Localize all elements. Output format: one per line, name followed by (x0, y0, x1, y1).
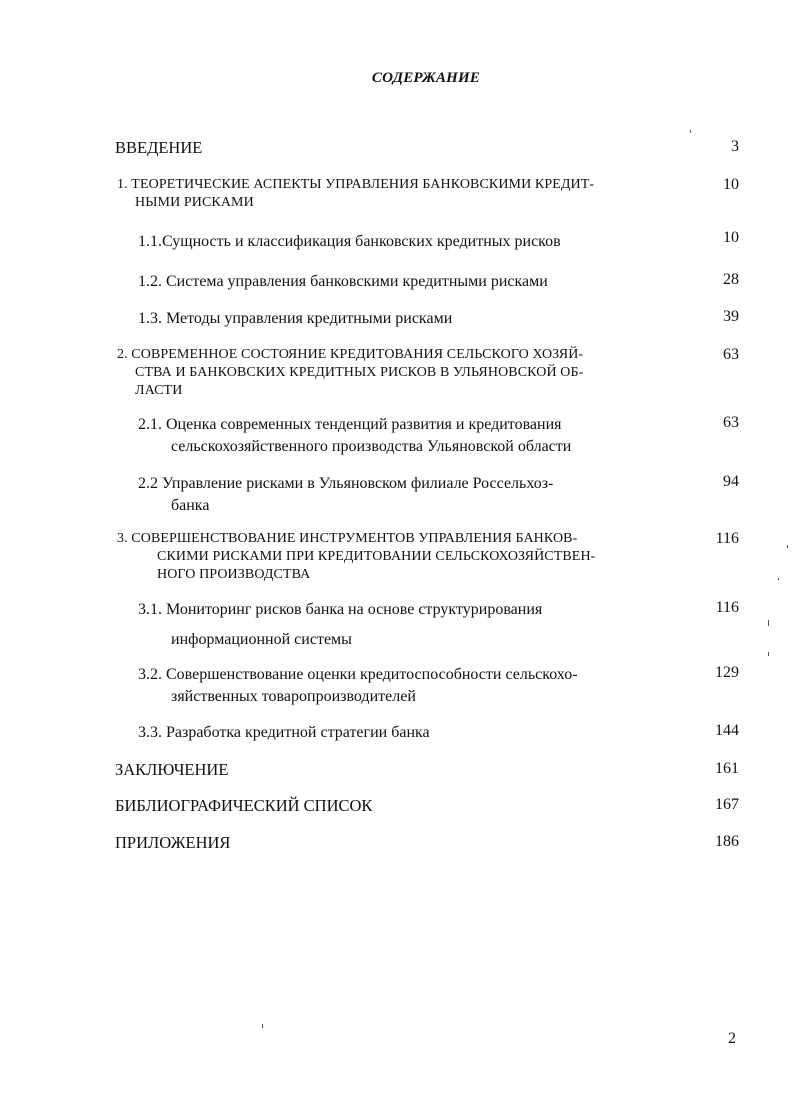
toc-entry-label (117, 176, 594, 212)
toc-entry-page: 10 (723, 229, 739, 246)
toc-entry-line: 2.2 Управление рисками в Ульяновском филиале Россельхоз- (138, 475, 554, 492)
scan-speck (262, 1024, 263, 1028)
toc-entry-label: 3.3. Разработка кредитной стратегии банка (138, 724, 430, 741)
toc-entry-label (117, 530, 595, 584)
toc-entry-line: 2.1. Оценка современных тенденций развития и кредитования (138, 416, 562, 433)
toc-entry-page: 28 (723, 271, 739, 288)
toc-entry-line: 2. СОВРЕМЕННОЕ СОСТОЯНИЕ КРЕДИТОВАНИЯ СЕЛЬСКОГО ХОЗЯЙ- (117, 347, 584, 362)
scan-speck (768, 620, 769, 626)
toc-entry-label (117, 346, 583, 400)
toc-entry-line: 1. ТЕОРЕТИЧЕСКИЕ АСПЕКТЫ УПРАВЛЕНИЯ БАНКОВСКИМИ КРЕДИТ- (117, 177, 595, 192)
toc-entry-label: ПРИЛОЖЕНИЯ (115, 833, 231, 852)
toc-entry-page: 39 (723, 308, 739, 325)
page-title: СОДЕРЖАНИЕ (371, 70, 481, 86)
toc-entry-line: НОГО ПРОИЗВОДСТВА (157, 567, 311, 582)
toc-entry-line: НЫМИ РИСКАМИ (135, 195, 254, 210)
toc-entry-page: 63 (723, 414, 739, 431)
toc-entry-label: 1.1.Сущность и классификация банковских кредитных рисков (138, 233, 561, 250)
toc-entry-line: сельскохозяйственного производства Ульяновской области (171, 438, 572, 455)
toc-entry-page: 144 (715, 722, 739, 739)
page-number: 2 (728, 1030, 736, 1047)
toc-entry-page: 186 (715, 833, 739, 850)
toc-entry-line: СТВА И БАНКОВСКИХ КРЕДИТНЫХ РИСКОВ В УЛЬЯНОВСКОЙ ОБ- (135, 365, 584, 380)
toc-entry-label: ЗАКЛЮЧЕНИЕ (115, 760, 229, 779)
toc-entry-line: ЛАСТИ (135, 383, 183, 398)
toc-entry-page: 129 (715, 664, 739, 681)
toc-entry-label: 1.2. Система управления банковскими кредитными рисками (138, 273, 548, 290)
toc-entry-page: 63 (723, 346, 739, 363)
toc-entry-line: 3.2. Совершенствование оценки кредитоспособности сельскохо- (138, 666, 578, 683)
toc-entry-label: ВВЕДЕНИЕ (115, 138, 203, 157)
toc-entry-label: 1.3. Методы управления кредитными рисками (138, 310, 453, 327)
toc-entry-line: банка (171, 497, 210, 514)
toc-entry-line: СКИМИ РИСКАМИ ПРИ КРЕДИТОВАНИИ СЕЛЬСКОХОЗЯЙСТВЕН- (157, 549, 596, 564)
toc-entry-line: зяйственных товаропроизводителей (171, 688, 416, 705)
toc-entry-label (138, 414, 571, 458)
toc-entry-line: 3. СОВЕРШЕНСТВОВАНИЕ ИНСТРУМЕНТОВ УПРАВЛЕНИЯ БАНКОВ- (117, 531, 578, 546)
toc-entry-page: 161 (715, 760, 739, 777)
toc-entry-page: 167 (715, 796, 739, 813)
toc-entry-line: 3.1. Мониторинг рисков банка на основе структурирования (138, 601, 543, 618)
toc-entry-label (138, 664, 578, 708)
scan-speck (778, 578, 779, 580)
toc-entry-page: 10 (723, 176, 739, 193)
toc-entry-label (138, 473, 553, 517)
scan-speck (787, 545, 788, 548)
toc-entry-label (138, 599, 542, 651)
scan-speck (690, 130, 691, 133)
scan-speck (768, 652, 769, 656)
toc-entry-line: информационной системы (171, 631, 352, 648)
toc-entry-page: 94 (723, 473, 739, 490)
toc-entry-page: 3 (731, 138, 739, 155)
toc-entry-page: 116 (715, 599, 739, 616)
toc-entry-label: БИБЛИОГРАФИЧЕСКИЙ СПИСОК (115, 796, 373, 815)
toc-entry-page: 116 (715, 530, 739, 547)
